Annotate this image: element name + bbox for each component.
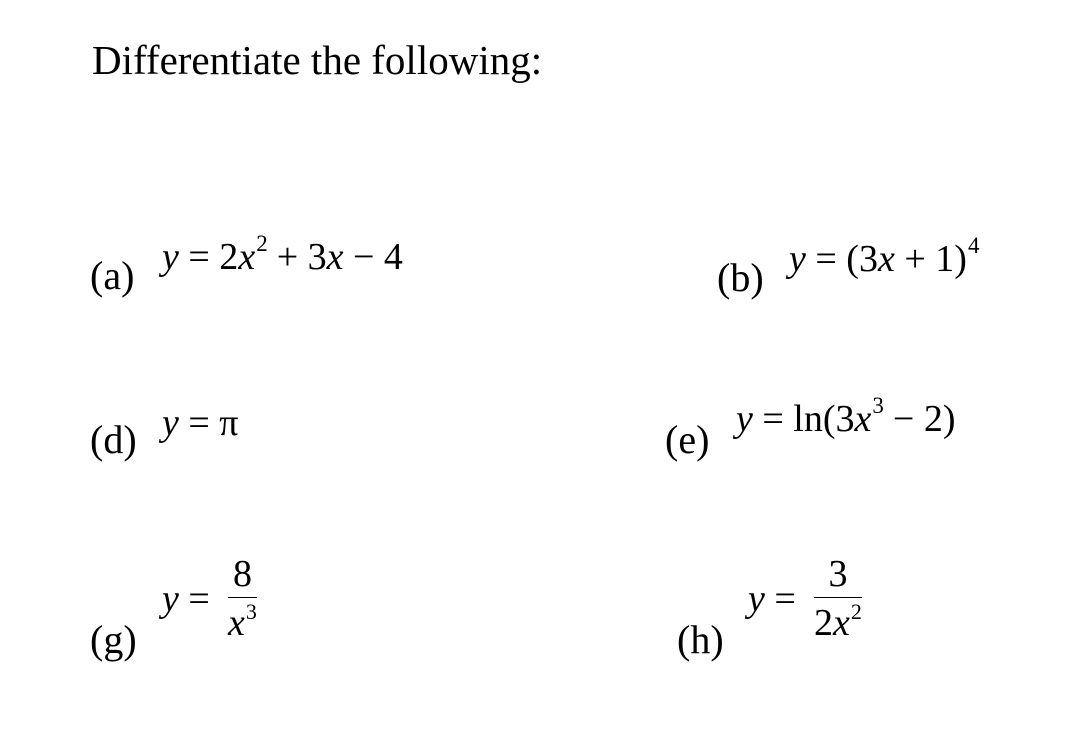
problem-h-label: (h) xyxy=(677,617,724,662)
problem-e-label: (e) xyxy=(665,417,710,462)
problem-h-lhs: y = xyxy=(748,578,796,620)
problem-a-equation: $y = 2x^2 + 3x - 4$ xyxy=(162,231,403,278)
problem-g-lhs: y = xyxy=(162,578,210,620)
page-title: Differentiate the following: xyxy=(92,37,543,83)
problem-b-label: (b) xyxy=(717,255,764,300)
problem-g-numerator: 8 xyxy=(232,553,252,595)
problem-g-fraction xyxy=(228,555,257,642)
problem-h-numerator: 3 xyxy=(828,553,848,595)
problem-h-denominator: $2x^2$ xyxy=(814,599,862,644)
problem-e-equation: $y = \ln(3x^3 - 2)$ xyxy=(736,393,956,440)
problem-g-denominator: $x^3$ xyxy=(228,599,257,644)
problem-d-equation: y = π xyxy=(162,402,239,444)
problem-a-label: (a) xyxy=(90,253,135,298)
problem-b-equation: $y = (3x + 1)^4$ xyxy=(789,233,980,280)
problem-g-label: (g) xyxy=(90,617,137,662)
problem-h-fraction xyxy=(814,555,862,642)
problem-d-label: (d) xyxy=(90,417,137,462)
